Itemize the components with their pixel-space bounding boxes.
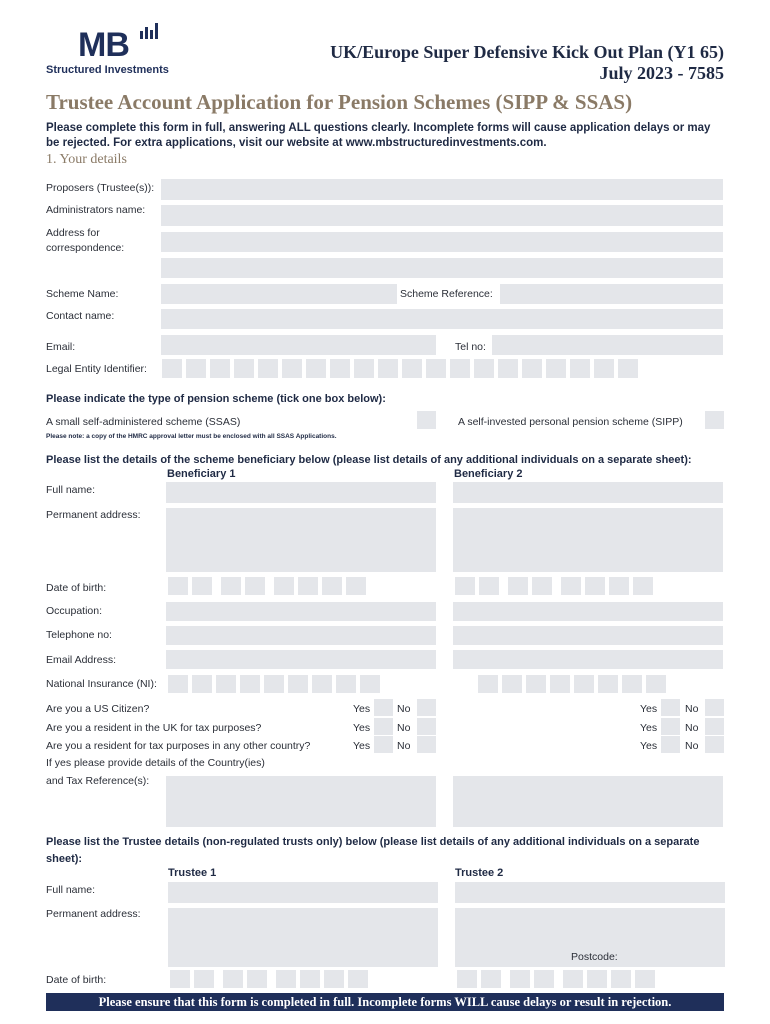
b1-yes-label: Yes (353, 703, 371, 715)
b2-no-checkbox-2[interactable] (705, 718, 724, 735)
label-t-dob: Date of birth: (46, 974, 107, 986)
t1-address-field[interactable] (168, 908, 438, 967)
t1-dob-box-2[interactable] (194, 970, 214, 988)
label-contact: Contact name: (46, 310, 115, 322)
t1-dob-box-1[interactable] (170, 970, 190, 988)
lei-box-4[interactable] (234, 359, 254, 378)
label-email: Email: (46, 341, 76, 353)
b2-yes-label: Yes (640, 740, 658, 752)
b1-ni-box-3[interactable] (216, 675, 236, 693)
b1-tax-ref-field[interactable] (166, 776, 436, 827)
label-telephone: Telephone no: (46, 629, 112, 641)
lei-box-14[interactable] (474, 359, 494, 378)
lei-box-3[interactable] (210, 359, 230, 378)
b1-yes-checkbox-2[interactable] (374, 718, 393, 735)
lei-box-12[interactable] (426, 359, 446, 378)
b2-dob-box-6[interactable] (585, 577, 605, 595)
lei-box-11[interactable] (402, 359, 422, 378)
label-if-yes: If yes please provide details of the Country(ies) (46, 757, 265, 769)
b2-yes-label: Yes (640, 703, 658, 715)
b1-dob-box-3[interactable] (221, 577, 241, 595)
b2-no-checkbox-3[interactable] (705, 736, 724, 753)
t2-dob-box-7[interactable] (611, 970, 631, 988)
b2-dob-box-3[interactable] (508, 577, 528, 595)
b2-yes-checkbox-3[interactable] (661, 736, 680, 753)
b1-email-field[interactable] (166, 650, 436, 669)
label-b-email: Email Address: (46, 654, 117, 666)
b1-ni-box-8[interactable] (336, 675, 356, 693)
b1-yes-label: Yes (353, 740, 371, 752)
lei-box-15[interactable] (498, 359, 518, 378)
beneficiary-heading: Please list the details of the scheme beneficiary below (please list details of any additional individuals on a separate sheet): (46, 454, 692, 466)
t1-full-name-field[interactable] (168, 882, 438, 903)
label-sipp: A self-invested personal pension scheme (SIPP) (458, 416, 683, 428)
b2-ni-box-5[interactable] (574, 675, 594, 693)
lei-box-19[interactable] (594, 359, 614, 378)
t2-dob-box-3[interactable] (510, 970, 530, 988)
b2-ni-box-7[interactable] (622, 675, 642, 693)
b1-no-label: No (397, 703, 411, 715)
label-lei: Legal Entity Identifier: (46, 363, 147, 375)
t1-dob-box-3[interactable] (223, 970, 243, 988)
section-title-details: 1. Your details (46, 152, 127, 167)
lei-box-10[interactable] (378, 359, 398, 378)
label-uk-resident: Are you a resident in the UK for tax purposes? (46, 722, 262, 734)
b1-dob-box-1[interactable] (168, 577, 188, 595)
b1-ni-box-9[interactable] (360, 675, 380, 693)
b2-full-name-field[interactable] (453, 482, 723, 503)
b2-telephone-field[interactable] (453, 626, 723, 645)
t1-dob-box-5[interactable] (276, 970, 296, 988)
b2-no-label: No (685, 722, 699, 734)
intro-text: Please complete this form in full, answering ALL questions clearly. Incomplete forms will cause application delays or may be rejected. For extra applications, visit our website at www.mbstructuredinvestments.com. (46, 122, 711, 149)
b1-ni-box-2[interactable] (192, 675, 212, 693)
b1-no-checkbox-1[interactable] (417, 699, 436, 716)
lei-box-7[interactable] (306, 359, 326, 378)
t2-dob-box-6[interactable] (587, 970, 607, 988)
label-scheme-name: Scheme Name: (46, 288, 119, 300)
t2-dob-box-1[interactable] (457, 970, 477, 988)
lei-box-18[interactable] (570, 359, 590, 378)
b2-no-label: No (685, 703, 699, 715)
b2-dob-box-1[interactable] (455, 577, 475, 595)
b2-dob-box-7[interactable] (609, 577, 629, 595)
lei-box-13[interactable] (450, 359, 470, 378)
b2-email-field[interactable] (453, 650, 723, 669)
label-occupation: Occupation: (46, 605, 103, 617)
b2-dob-box-4[interactable] (532, 577, 552, 595)
b1-occupation-field[interactable] (166, 602, 436, 621)
label-tel: Tel no: (455, 341, 486, 353)
sipp-checkbox[interactable] (705, 411, 724, 429)
b2-address-field[interactable] (453, 508, 723, 572)
beneficiary-1-heading: Beneficiary 1 (167, 468, 236, 480)
t2-dob-box-5[interactable] (563, 970, 583, 988)
beneficiary-2-heading: Beneficiary 2 (454, 468, 523, 480)
b2-dob-box-2[interactable] (479, 577, 499, 595)
lei-box-16[interactable] (522, 359, 542, 378)
lei-box-17[interactable] (546, 359, 566, 378)
b1-yes-label: Yes (353, 722, 371, 734)
label-t-full-name: Full name: (46, 884, 96, 896)
t1-dob-box-7[interactable] (324, 970, 344, 988)
trustee-1-heading: Trustee 1 (168, 867, 217, 879)
b1-dob-box-2[interactable] (192, 577, 212, 595)
label-tax-ref: and Tax Reference(s): (46, 775, 150, 787)
page-title: Trustee Account Application for Pension Schemes (SIPP & SSAS) (46, 90, 633, 114)
b1-telephone-field[interactable] (166, 626, 436, 645)
b1-dob-box-8[interactable] (346, 577, 366, 595)
contact-name-field[interactable] (161, 309, 723, 329)
b2-ni-box-6[interactable] (598, 675, 618, 693)
proposers-field[interactable] (161, 179, 723, 200)
plan-date: July 2023 - 7585 (599, 63, 724, 83)
lei-box-8[interactable] (330, 359, 350, 378)
t1-dob-box-4[interactable] (247, 970, 267, 988)
label-t-address: Permanent address: (46, 908, 141, 920)
lei-box-9[interactable] (354, 359, 374, 378)
b2-occupation-field[interactable] (453, 602, 723, 621)
t2-full-name-field[interactable] (455, 882, 725, 903)
b1-full-name-field[interactable] (166, 482, 436, 503)
lei-box-1[interactable] (162, 359, 182, 378)
lei-box-20[interactable] (618, 359, 638, 378)
plan-title: UK/Europe Super Defensive Kick Out Plan (Y1 65) (330, 42, 724, 62)
scheme-reference-field[interactable] (500, 284, 723, 304)
b1-no-label: No (397, 722, 411, 734)
scheme-name-field[interactable] (161, 284, 397, 304)
b1-no-label: No (397, 740, 411, 752)
b2-ni-box-8[interactable] (646, 675, 666, 693)
label-ni: National Insurance (NI): (46, 678, 157, 690)
b1-yes-checkbox-1[interactable] (374, 699, 393, 716)
t1-dob-box-6[interactable] (300, 970, 320, 988)
b2-no-label: No (685, 740, 699, 752)
lei-box-6[interactable] (282, 359, 302, 378)
b1-dob-box-5[interactable] (274, 577, 294, 595)
b1-ni-box-7[interactable] (312, 675, 332, 693)
ssas-checkbox[interactable] (417, 411, 436, 429)
label-scheme-reference: Scheme Reference: (400, 288, 493, 300)
label-b-full-name: Full name: (46, 484, 96, 496)
b1-no-checkbox-3[interactable] (417, 736, 436, 753)
b1-yes-checkbox-3[interactable] (374, 736, 393, 753)
b2-yes-checkbox-2[interactable] (661, 718, 680, 735)
label-administrators: Administrators name: (46, 204, 146, 216)
b2-ni-box-3[interactable] (526, 675, 546, 693)
b1-ni-box-4[interactable] (240, 675, 260, 693)
b2-yes-checkbox-1[interactable] (661, 699, 680, 716)
b2-dob-box-8[interactable] (633, 577, 653, 595)
label-proposers: Proposers (Trustee(s)): (46, 182, 155, 194)
t2-dob-box-8[interactable] (635, 970, 655, 988)
t2-dob-box-4[interactable] (534, 970, 554, 988)
tel-field[interactable] (492, 335, 723, 355)
b2-ni-box-2[interactable] (502, 675, 522, 693)
logo-text: MB (78, 26, 129, 64)
address-field-2[interactable] (161, 258, 723, 278)
t1-dob-box-8[interactable] (348, 970, 368, 988)
label-us-citizen: Are you a US Citizen? (46, 703, 150, 715)
b2-no-checkbox-1[interactable] (705, 699, 724, 716)
b1-no-checkbox-2[interactable] (417, 718, 436, 735)
footer-notice: Please ensure that this form is completed in full. Incomplete forms WILL cause delays or result in rejection. (46, 993, 724, 1011)
t2-dob-box-2[interactable] (481, 970, 501, 988)
ssas-note: Please note: a copy of the HMRC approval letter must be enclosed with all SSAS Applications. (46, 433, 337, 440)
administrators-field[interactable] (161, 205, 723, 226)
lei-box-5[interactable] (258, 359, 278, 378)
b2-ni-box-1[interactable] (478, 675, 498, 693)
b1-dob-box-4[interactable] (245, 577, 265, 595)
label-ssas: A small self-administered scheme (SSAS) (46, 416, 241, 428)
label-postcode: Postcode: (571, 951, 618, 963)
trustee-heading: Please list the Trustee details (non-regulated trusts only) below (please list details of any additional individuals on a separate sheet): (46, 836, 700, 865)
b2-dob-box-5[interactable] (561, 577, 581, 595)
lei-box-2[interactable] (186, 359, 206, 378)
logo-subtitle: Structured Investments (46, 64, 169, 76)
label-other-resident: Are you a resident for tax purposes in any other country? (46, 740, 311, 752)
b2-ni-box-4[interactable] (550, 675, 570, 693)
scheme-type-heading: Please indicate the type of pension scheme (tick one box below): (46, 393, 386, 405)
b1-ni-box-5[interactable] (264, 675, 284, 693)
b1-dob-box-7[interactable] (322, 577, 342, 595)
email-field[interactable] (161, 335, 436, 355)
b1-dob-box-6[interactable] (298, 577, 318, 595)
b2-tax-ref-field[interactable] (453, 776, 723, 827)
address-field-1[interactable] (161, 232, 723, 252)
b1-address-field[interactable] (166, 508, 436, 572)
b1-ni-box-1[interactable] (168, 675, 188, 693)
label-address: Address for correspondence: (46, 227, 125, 254)
trustee-2-heading: Trustee 2 (455, 867, 504, 879)
label-b-dob: Date of birth: (46, 582, 107, 594)
b1-ni-box-6[interactable] (288, 675, 308, 693)
label-b-address: Permanent address: (46, 509, 141, 521)
b2-yes-label: Yes (640, 722, 658, 734)
